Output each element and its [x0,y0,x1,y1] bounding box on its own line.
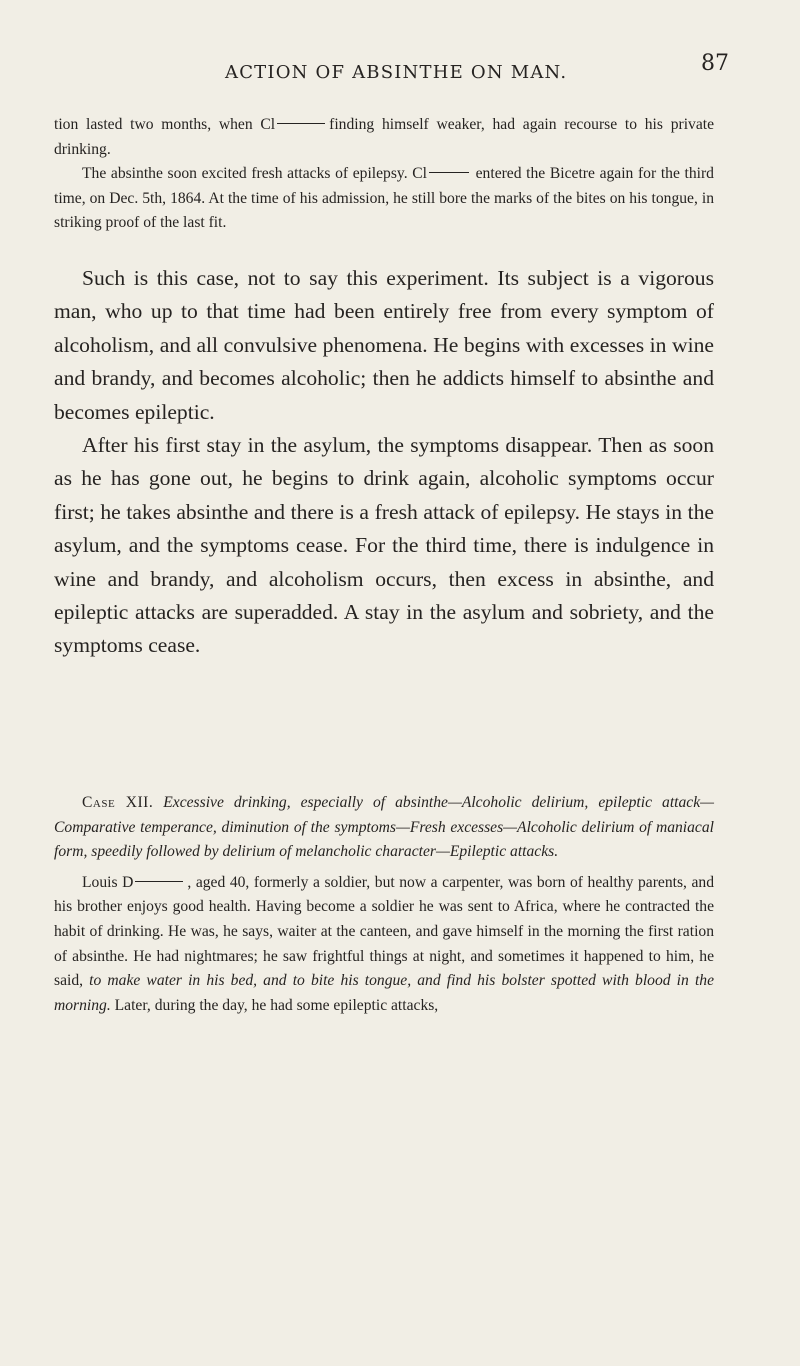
case-body-3: Later, during the day, he had some epileptic attacks, [114,996,439,1014]
top-text-1: tion lasted two months, when Cl [54,116,276,133]
name-dash [429,172,469,173]
top-text-2: finding himself weaker, had again recourse to his private drinking. [54,116,715,158]
case-body-italic: to make water in his bed, and to bite his tongue, and find his bolster spotted with blood in the morning. [54,972,714,1014]
case-body-1: Louis D [82,873,134,891]
commentary-paragraph: Such is this case, not to say this experiment. Its subject is a vigorous man, who up to that time had been entirely free from every symptom of alcoholism, and all convulsive phenomena. He begins with excesses in wine and brandy, and becomes alcoholic; then he addicts himself to absinthe and becomes epileptic. [54,266,714,424]
top-paragraph [54,113,714,236]
running-title: ACTION OF ABSINTHE ON MAN. [225,62,568,83]
commentary-paragraph: After his first stay in the asylum, the symptoms disappear. Then as soon as he has gone out, he begins to drink again, alcoholic symptoms occur first; he takes absinthe and there is a fresh attack of epilepsy. He stays in the asylum, and the symptoms cease. For the third time, there is indulgence in wine and brandy, and alcoholism occurs, then excess in absinthe, and epileptic attacks are superadded. A stay in the asylum and sobriety, and the symptoms cease. [54,433,714,658]
case-label: Case XII. [82,794,154,811]
name-dash [277,123,325,124]
case-xii [54,791,714,1018]
main-commentary [54,262,714,663]
case-body-2: , aged 40, formerly a soldier, but now a carpenter, was born of healthy parents, and his brother enjoys good health. Having become a soldier he was sent to Africa, where he contracted the habit of drinking. He was, he says, waiter at the canteen, and gave himself in the morning the first ration of absinthe. He had nightmares; he saw frightful things at night, and sometimes it happened to him, he said, [54,873,714,990]
page-number: 87 [701,51,729,76]
top-text-3: The absinthe soon excited fresh attacks of epilepsy. Cl [82,165,427,183]
top-text-4: entered the Bicetre again for the third time, on Dec. 5th, 1864. At the time of his admission, he still bore the marks of the bites on his tongue, in striking proof of the last fit. [54,165,714,232]
case-heading: Excessive drinking, especially of absinthe—Alcoholic delirium, epileptic attack—Comparative temperance, diminution of the symptoms—Fresh excesses—Alcoholic delirium of maniacal form, speedily followed by delirium of melancholic character—Epileptic attacks. [54,794,714,861]
name-dash [135,881,183,882]
running-head [0,51,800,92]
